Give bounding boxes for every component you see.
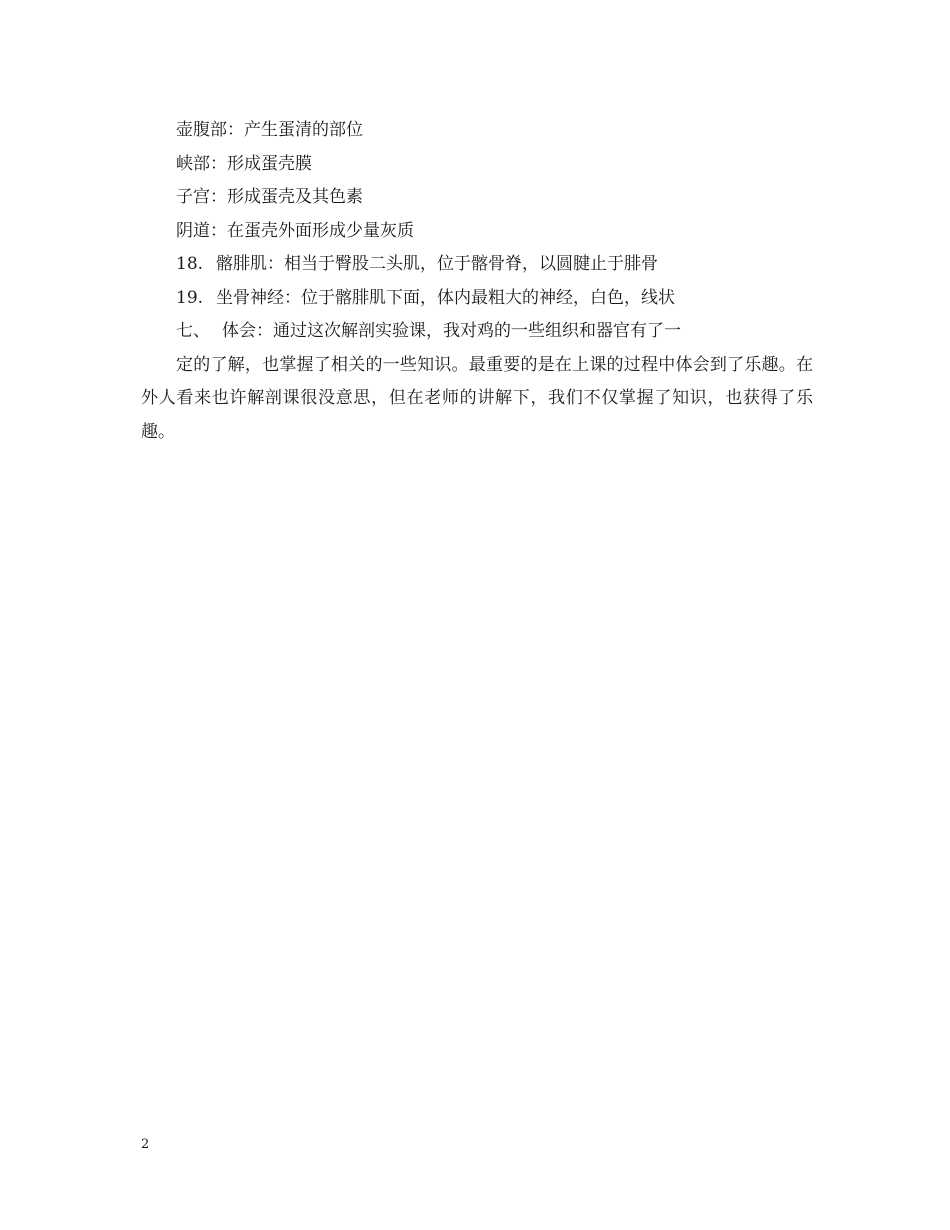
- line-text: 子宫：形成蛋壳及其色素: [176, 187, 363, 207]
- list-number: 19.: [176, 287, 204, 308]
- line-text: 体会：通过这次解剖实验课，我对鸡的一些组织和器官有了一: [222, 321, 681, 341]
- line-text: 壶腹部：产生蛋清的部位: [176, 120, 363, 140]
- list-number: 18.: [176, 254, 204, 274]
- list-item-19: [141, 282, 831, 316]
- text-line-oviduct-isthmus: [141, 148, 831, 182]
- text-line-oviduct-ampulla: [141, 114, 831, 148]
- text-line-vagina: [141, 215, 831, 249]
- list-item-18: [141, 248, 831, 282]
- section-heading-seven: [141, 315, 831, 349]
- line-text: 坐骨神经：位于髂腓肌下面，体内最粗大的神经，白色，线状: [216, 287, 675, 308]
- line-text: 阴道：在蛋壳外面形成少量灰质: [176, 220, 414, 241]
- section-number: 七、: [176, 321, 210, 341]
- line-text: 髂腓肌：相当于臀股二头肌，位于髂骨脊，以圆腱止于腓骨: [216, 254, 658, 274]
- text-line-uterus: [141, 181, 831, 215]
- body-paragraph: 定的了解，也掌握了相关的一些知识。最重要的是在上课的过程中体会到了乐趣。在外人看来也许解剖课很没意思，但在老师的讲解下，我们不仅掌握了知识，也获得了乐趣。: [141, 354, 813, 442]
- line-text: 峡部：形成蛋壳膜: [176, 153, 312, 174]
- page-number: 2: [141, 1137, 150, 1152]
- document-body: [141, 114, 831, 449]
